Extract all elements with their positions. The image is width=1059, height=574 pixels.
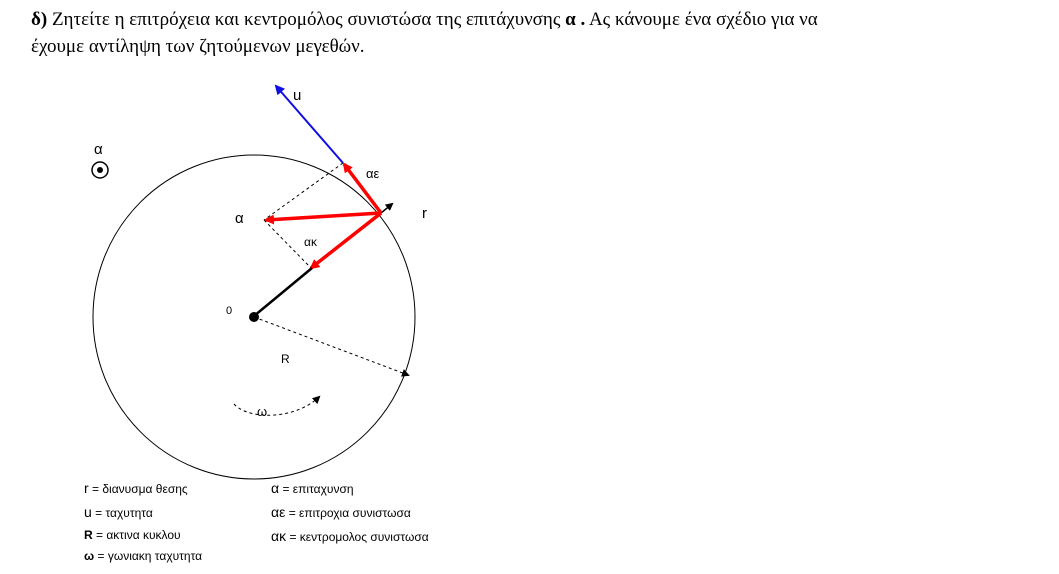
legend-R-symbol: R xyxy=(84,528,93,542)
acceleration-vector xyxy=(266,213,381,220)
position-label: r xyxy=(422,205,427,222)
legend-tangential xyxy=(271,504,411,520)
centripetal-acceleration-vector xyxy=(311,213,381,268)
statement-line-2: έχουμε αντίληψη των ζητούμενων μεγεθών. xyxy=(31,36,365,57)
alpha-symbol: α . xyxy=(565,9,586,30)
legend-w-symbol: ω xyxy=(84,549,95,563)
legend-velocity xyxy=(84,504,153,520)
radius-R-line xyxy=(254,317,408,375)
tangential-acceleration-label: αε xyxy=(366,166,380,181)
velocity-vector xyxy=(276,86,343,163)
legend-ac-text: = κεντρομολος συνιστωσα xyxy=(289,530,429,544)
legend-r-text: = διανυσμα θεσης xyxy=(92,482,188,496)
legend-position xyxy=(84,480,188,496)
legend-acceleration xyxy=(271,480,354,496)
position-vector-tip xyxy=(381,204,392,213)
legend-a-symbol: α xyxy=(271,480,280,496)
legend-omega xyxy=(84,549,202,563)
statement-text: Ζητείτε η επιτρόχεια και κεντρομόλος συνιστώσα της επιτάχυνσης xyxy=(51,9,561,30)
legend-u-symbol: u xyxy=(84,504,92,520)
acceleration-label: α xyxy=(235,210,244,227)
legend-centripetal xyxy=(271,528,429,544)
legend-a-text: = επιταχυνση xyxy=(282,482,354,496)
centripetal-acceleration-label: ακ xyxy=(304,235,317,249)
radius-segment xyxy=(254,268,312,316)
radius-R-label: R xyxy=(281,352,290,366)
velocity-label: u xyxy=(293,87,302,104)
origin-label: 0 xyxy=(226,305,233,317)
part-label: δ) xyxy=(31,9,48,30)
angular-velocity-arrow xyxy=(234,397,319,415)
legend-ac-symbol: ακ xyxy=(271,528,287,544)
out-of-page-alpha-label: α xyxy=(94,141,103,158)
legend-at-text: = επιτροχια συνιστωσα xyxy=(288,506,411,520)
legend-R-text: = ακτινα κυκλου xyxy=(96,528,181,542)
legend-at-symbol: αε xyxy=(271,504,286,520)
legend-radius xyxy=(84,528,181,542)
out-of-page-dot xyxy=(97,167,103,173)
legend-w-text: = γωνιακη ταχυτητα xyxy=(97,549,203,563)
statement-text-2: Ας κάνουμε ένα σχέδιο για να xyxy=(588,9,818,30)
dashed-parallelogram-top xyxy=(264,163,343,220)
legend-u-text: = ταχυτητα xyxy=(95,506,153,520)
legend-r-symbol: r xyxy=(84,480,89,496)
omega-label: ω xyxy=(257,404,268,419)
